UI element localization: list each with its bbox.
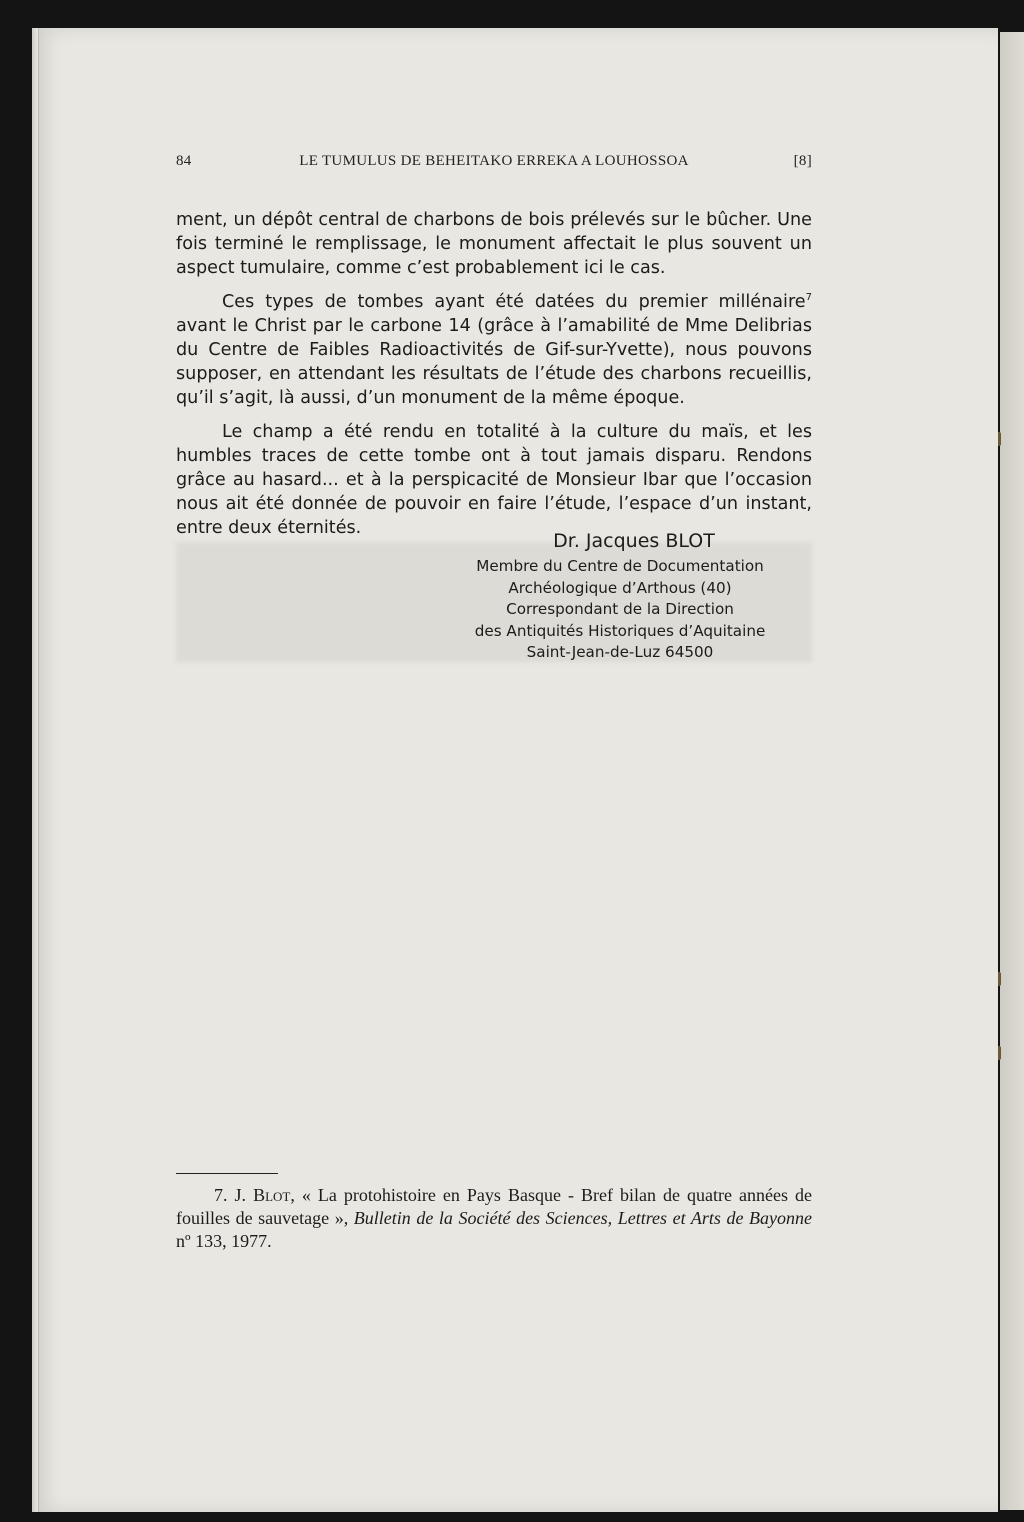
adjacent-page-edge <box>1000 32 1024 1510</box>
running-title: LE TUMULUS DE BEHEITAKO ERREKA A LOUHOSSOA <box>299 153 689 169</box>
affiliation-line: Archéologique d’Arthous (40) <box>508 578 732 597</box>
paragraph-1: ment, un dépôt central de charbons de bois prélevés sur le bûcher. Une fois terminé le remplissage, le monument affectait le plus souvent un aspect tumulaire, comme c’est probablement ici le cas. <box>176 210 812 279</box>
footnote-title: , « La protohistoire en Pays Basque - Bref bilan de quatre années de fouilles de sauvetage », <box>176 1185 812 1228</box>
affiliation-line: Saint-Jean-de-Luz 64500 <box>526 643 714 661</box>
paragraph-2-start: Ces types de tombes ayant été datées du premier millénaire <box>222 291 806 312</box>
author-signature-block <box>430 528 810 664</box>
footnote-divider <box>176 1173 278 1174</box>
paragraph-3: Le champ a été rendu en totalité à la culture du maïs, et les humbles traces de cette tombe ont à tout jamais disparu. Rendons grâce au hasard... et à la perspicacité de Monsieur Ibar que l’occasion nous ait été donnée de pouvoir en faire l’étude, l’espace d’un instant, entre deux éternités. <box>176 421 812 539</box>
affiliation-line: des Antiquités Historiques d’Aquitaine <box>474 621 766 640</box>
page-gutter <box>32 28 38 1512</box>
footnote-journal: Bulletin de la Société des Sciences, Lettres et Arts de Bayonne <box>353 1208 812 1228</box>
footnote-number: 7. J. <box>214 1185 247 1205</box>
running-header <box>176 153 812 175</box>
footnote-author: Blot <box>253 1185 291 1205</box>
main-text <box>176 208 812 550</box>
author-name: Dr. Jacques BLOT <box>553 530 715 552</box>
page-number: 84 <box>176 153 192 169</box>
footnote-issue: nº 133, 1977. <box>176 1231 272 1251</box>
paragraph-2-end: avant le Christ par le carbone 14 (grâce à l’amabilité de Mme Delibrias du Centre de Faibles Radioactivités de Gif-sur-Yvette), nous pouvons supposer, en attendant les résultats de l’étude des charbons recueillis, qu’il s’agit, là aussi, d’un monument de la même époque. <box>176 315 812 409</box>
affiliation-line: Correspondant de la Direction <box>506 600 734 618</box>
paragraph-2 <box>176 290 812 411</box>
footnote-ref: 7 <box>805 291 812 303</box>
affiliation-line: Membre du Centre de Documentation <box>476 557 764 575</box>
footnote-7 <box>176 1184 812 1253</box>
section-number: [8] <box>793 153 812 169</box>
